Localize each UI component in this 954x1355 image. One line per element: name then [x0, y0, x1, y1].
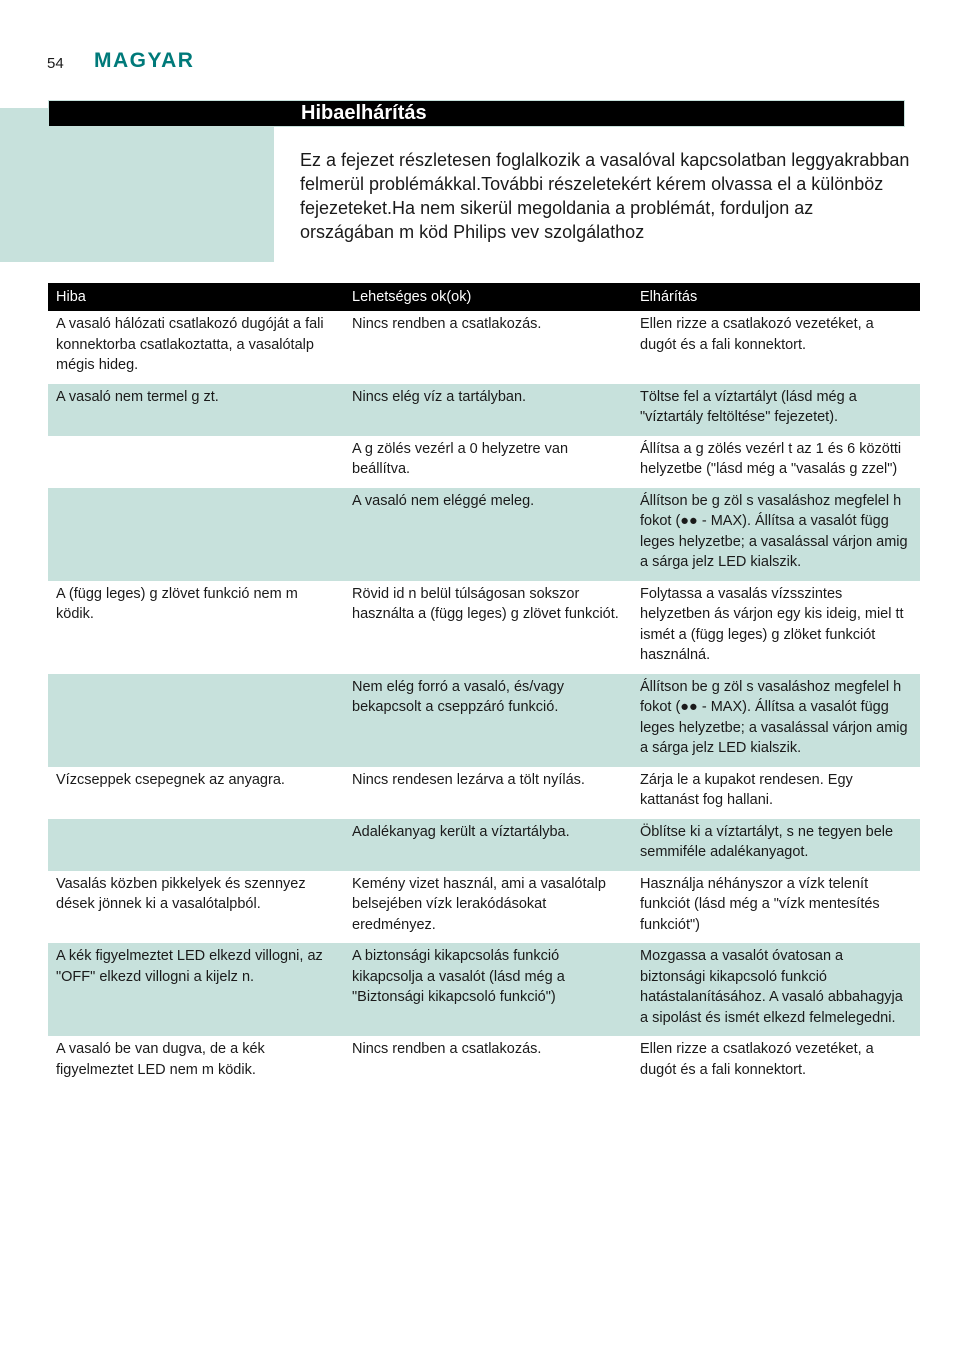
- intro-paragraph: Ez a fejezet részletesen foglalkozik a vasalóval kapcsolatban leggyakrabban felmerül problémákkal.További részeletekért kérem olvassa el a különböz fejezeteket.Ha nem sikerül megoldania a problémát, forduljon az országában m köd Philips vev szolgálathoz: [300, 150, 910, 242]
- section-header-bar: [48, 100, 905, 127]
- column-header-cause: Lehetséges ok(ok): [344, 283, 632, 311]
- table-row: [48, 767, 920, 819]
- troubleshooting-table: [48, 283, 920, 1088]
- cell-solution: Töltse fel a víztartályt (lásd még a "víztartály feltöltése" fejezetet).: [632, 384, 920, 436]
- cell-cause: Nincs rendesen lezárva a tölt nyílás.: [352, 771, 585, 788]
- cell-problem: A vasaló hálózati csatlakozó dugóját a fali konnektorba csatlakoztatta, a vasalótalp mégis hideg.: [56, 316, 324, 373]
- table-row: [48, 819, 920, 871]
- table-row: [48, 943, 920, 1036]
- cell-cause: Nincs rendben a csatlakozás.: [352, 316, 542, 332]
- table-row: [48, 311, 920, 384]
- cell-problem: Vízcseppek csepegnek az anyagra.: [56, 771, 285, 788]
- cell-solution: Ellen rizze a csatlakozó vezetéket, a dugót és a fali konnektort.: [640, 1041, 874, 1078]
- cell-problem: A kék figyelmeztet LED elkezd villogni, az "OFF" elkezd villogni a kijelz n.: [48, 943, 344, 1036]
- cell-problem: A (függ leges) g zlövet funkció nem m ködik.: [56, 585, 298, 622]
- cell-cause: Nincs rendben a csatlakozás.: [352, 1041, 542, 1057]
- column-header-problem: Hiba: [48, 283, 344, 311]
- table-row: [48, 581, 920, 674]
- side-panel: [0, 108, 274, 262]
- cell-solution: Állítson be g zöl s vasaláshoz megfelel h fokot (●● - MAX). Állítsa a vasalót függ leges helyzetbe; a vasalással várjon amig a sárga jelz LED kialszik.: [632, 674, 920, 767]
- table-row: [48, 674, 920, 767]
- table-row: [48, 488, 920, 581]
- table-row: [48, 1036, 920, 1088]
- cell-cause: Kemény vizet használ, ami a vasalótalp belsejében vízk lerakódásokat eredményez.: [352, 875, 606, 933]
- cell-cause: A g zölés vezérl a 0 helyzetre van beállítva.: [352, 440, 569, 477]
- cell-problem: A vasaló be van dugva, de a kék figyelmeztet LED nem m ködik.: [56, 1041, 265, 1078]
- cell-cause: Adalékanyag került a víztartályba.: [344, 819, 632, 871]
- cell-cause: Nem elég forró a vasaló, és/vagy bekapcsolt a cseppzáró funkció.: [344, 674, 632, 767]
- cell-solution: Állítsa a g zölés vezérl t az 1 és 6 közötti helyzetbe ("lásd még a "vasalás g zzel"): [640, 440, 902, 477]
- language-title: MAGYAR: [94, 49, 195, 72]
- cell-problem: [48, 436, 344, 488]
- table-header-row: [48, 283, 920, 311]
- cell-solution: Mozgassa a vasalót óvatosan a biztonsági kikapcsoló funkció hatástalanításához. A vasaló abbahagyja a sipolást és ismét elkezd felmelegedni.: [632, 943, 920, 1036]
- cell-solution: Állítson be g zöl s vasaláshoz megfelel h fokot (●● - MAX). Állítsa a vasalót függ leges helyzetbe; a vasalással várjon amig a sárga jelz LED kialszik.: [632, 488, 920, 581]
- cell-problem: [48, 674, 344, 767]
- table-row: [48, 384, 920, 436]
- cell-problem: [48, 488, 344, 581]
- intro-text: [300, 148, 910, 244]
- column-header-solution: Elhárítás: [632, 283, 920, 311]
- table-row: [48, 436, 920, 488]
- cell-cause: A biztonsági kikapcsolás funkció kikapcsolja a vasalót (lásd még a "Biztonsági kikapcsoló funkció"): [344, 943, 632, 1036]
- cell-solution: Ellen rizze a csatlakozó vezetéket, a dugót és a fali konnektort.: [640, 316, 874, 353]
- cell-cause: Nincs elég víz a tartályban.: [344, 384, 632, 436]
- cell-solution: Zárja le a kupakot rendesen. Egy kattanást fog hallani.: [640, 771, 853, 808]
- section-title: Hibaelhárítás: [301, 102, 427, 124]
- table-row: [48, 871, 920, 944]
- page-number: 54: [47, 55, 64, 72]
- cell-solution: Öblítse ki a víztartályt, s ne tegyen bele semmiféle adalékanyagot.: [632, 819, 920, 871]
- cell-problem: A vasaló nem termel g zt.: [48, 384, 344, 436]
- cell-cause: A vasaló nem eléggé meleg.: [344, 488, 632, 581]
- cell-solution: Használja néhányszor a vízk telenít funkciót (lásd még a "vízk mentesítés funkciót"): [640, 875, 880, 933]
- cell-cause: Rövid id n belül túlságosan sokszor használta a (függ leges) g zlövet funkciót.: [352, 585, 619, 622]
- cell-solution: Folytassa a vasalás vízsszintes helyzetben ás várjon egy kis ideig, miel tt ismét a (függ leges) g zlöket funkciót használná.: [640, 585, 904, 663]
- cell-problem: [48, 819, 344, 871]
- cell-problem: Vasalás közben pikkelyek és szennyez dések jönnek ki a vasalótalpból.: [56, 875, 306, 912]
